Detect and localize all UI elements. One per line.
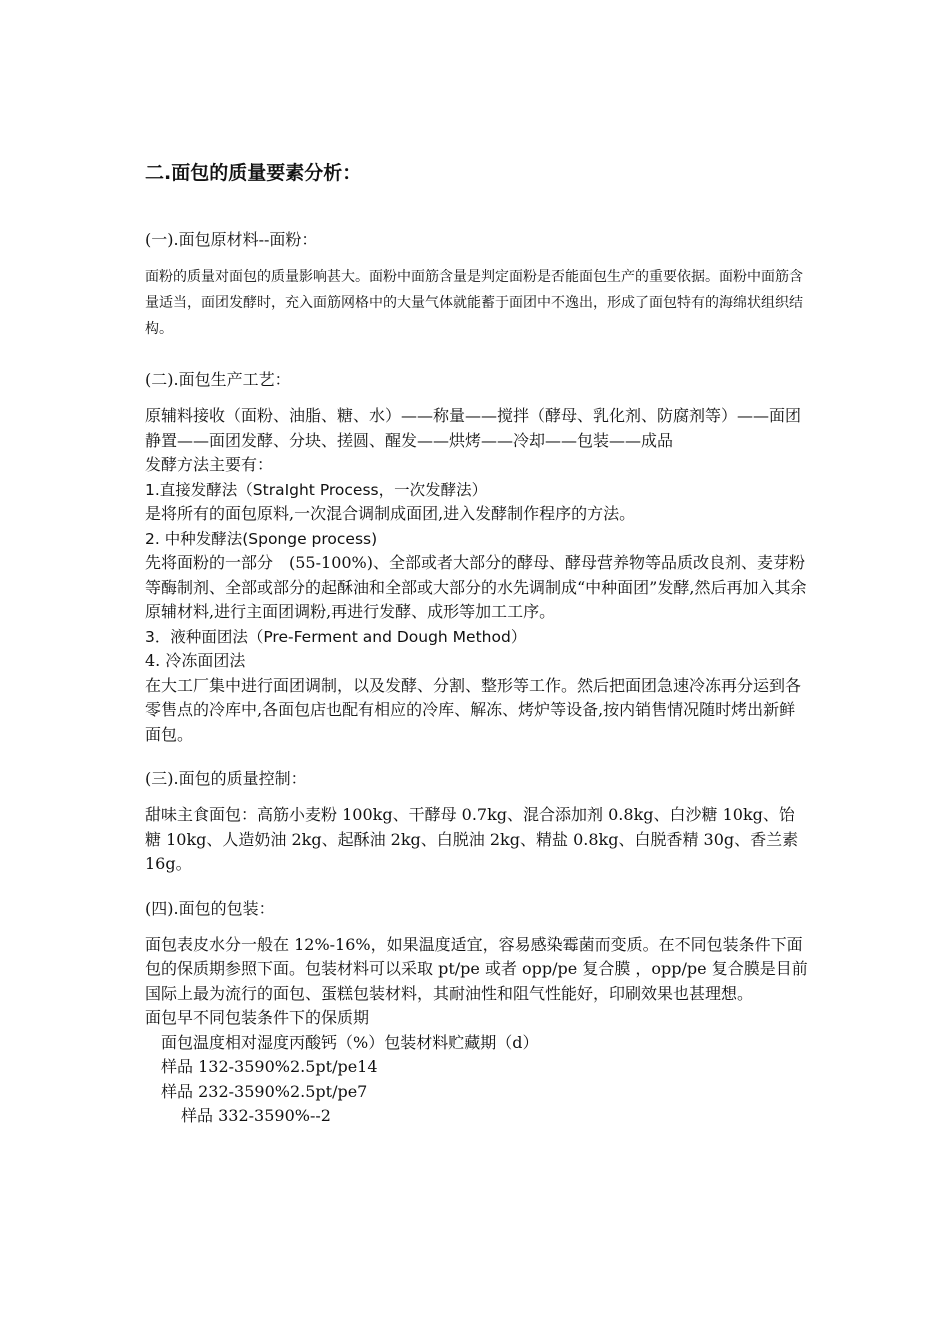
section-1-text: 面粉的质量对面包的质量影响甚大。面粉中面筋含量是判定面粉是否能面包生产的重要依据。面粉中面筋含量适当，面团发酵时，充入面筋网格中的大量气体就能蓄于面团中不逸出，形成了面包特有的海绵状组织结构。 [145, 269, 803, 337]
section-4-text: 面包表皮水分一般在 12%-16%，如果温度适宜，容易感染霉菌而变质。在不同包装条件下面包的保质期参照下面。包装材料可以采取 pt/pe 或者 opp/pe 复合膜 ，opp/pe 复合膜是目前国际上最为流行的面包、蛋糕包装材料，其耐油性和阻气性能好，印刷效果也甚理想。 [145, 934, 808, 1003]
spacer [145, 747, 810, 767]
method-4-text: 在大工厂集中进行面团调制，以及发酵、分割、整形等工作。然后把面团急速冷冻再分运到各零售点的冷库中,各面包店也配有相应的冷库、解冻、烤炉等设备,按内销售情况随时烤出新鲜面包。 [145, 675, 802, 744]
page-title: 二.面包的质量要素分析： [145, 162, 362, 184]
section-3-text: 甜味主食面包：高筋小麦粉 100kg、干酵母 0.7kg、混合添加剂 0.8kg、白沙糖 10kg、饴糖 10kg、人造奶油 2kg、起酥油 2kg、白脱油 2kg、精盐 0.8kg、白脱香精 30g、香兰素 16g。 [145, 805, 799, 873]
shelf-life-row: 样品 132-3590%2.5pt/pe14 [161, 1057, 378, 1076]
process-flow-text: 原辅料接收（面粉、油脂、糖、水）——称量——搅拌（酵母、乳化剂、防腐剂等）——面团静置——面团发酵、分块、搓圆、醒发——烘烤——冷却——包装——成品 [145, 406, 802, 450]
section-1-heading: (一).面包原材料--面粉： [145, 230, 318, 249]
shelf-life-row: 样品 332-3590%--2 [181, 1106, 331, 1125]
document-content [145, 158, 810, 1129]
method-1-text: 是将所有的面包原料,一次混合调制成面团,进入发酵制作程序的方法。 [145, 504, 636, 523]
section-3-heading: (三).面包的质量控制： [145, 769, 307, 788]
shelf-life-table-header: 面包温度相对湿度丙酸钙（%）包装材料贮藏期（d） [161, 1032, 539, 1052]
method-1-title: 1.直接发酵法（StraIght Process，一次发酵法） [145, 480, 488, 499]
method-2-title: 2. 中种发酵法(Sponge process) [145, 529, 378, 548]
shelf-life-table-title: 面包早不同包装条件下的保质期 [145, 1008, 370, 1027]
section-4-heading: (四).面包的包装： [145, 898, 275, 918]
method-2-text: 先将面粉的一部分 (55-100%)、全部或者大部分的酵母、酵母营养物等品质改良剂、麦芽粉等酶制剂、全部或部分的起酥油和全部或大部分的水先调制成“中种面团”发酵,然后再加入其余原辅材料,进行主面团调粉,再进行发酵、成形等加工工序。 [145, 553, 807, 621]
method-4-title: 4. 冷冻面团法 [145, 651, 246, 670]
spacer [145, 877, 810, 897]
methods-intro: 发酵方法主要有： [145, 455, 274, 474]
shelf-life-row: 样品 232-3590%2.5pt/pe7 [161, 1081, 368, 1101]
method-3-title: 3．液种面团法（Pre-Ferment and Dough Method） [145, 627, 527, 646]
section-2-heading: (二).面包生产工艺： [145, 370, 291, 389]
